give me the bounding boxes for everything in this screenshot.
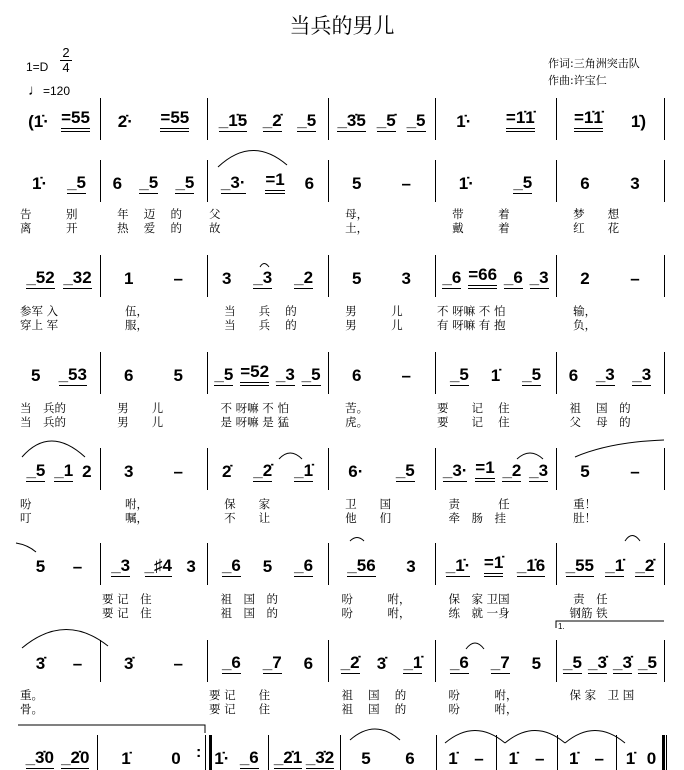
- note: 1̇: [508, 749, 518, 768]
- note: _3: [595, 365, 615, 384]
- slur: [575, 440, 664, 457]
- lyric-text: 父: [209, 207, 221, 221]
- note: 6: [112, 174, 123, 193]
- lyric-text: 练 就 一身: [437, 606, 510, 620]
- lyric-text: 故: [209, 221, 221, 235]
- note: _53: [58, 365, 87, 384]
- note: 6: [303, 654, 314, 673]
- lyric-text: 带 着: [437, 207, 510, 221]
- slur: [260, 264, 269, 268]
- slur: [22, 441, 85, 457]
- lyric-text: 不 呀嘛 不 怕: [209, 401, 289, 415]
- note: _3: [111, 556, 131, 575]
- note: =1̇: [484, 553, 503, 577]
- note: =1̇1̇: [506, 108, 535, 132]
- note: _3̇: [613, 653, 632, 672]
- note: –: [630, 462, 640, 481]
- lyric-text: 热 爱 的: [102, 221, 182, 235]
- tempo-value: =120: [43, 84, 71, 98]
- slur: [350, 538, 364, 542]
- lyric-text: 祖 国 的: [330, 702, 407, 716]
- note: _2̇0: [61, 748, 90, 767]
- note: _2̇: [635, 556, 655, 575]
- lyric-text: 苦。: [330, 401, 369, 415]
- lyric-text: 要 记 住: [102, 606, 152, 620]
- note: 6·: [348, 462, 364, 481]
- lyric-text: 责 任: [558, 592, 608, 606]
- note: 1̇·: [31, 174, 48, 193]
- note: 3: [406, 557, 416, 576]
- slur: [218, 150, 287, 167]
- lyric-text: 吩 咐，: [437, 702, 518, 716]
- note: 1̇: [121, 749, 131, 768]
- note: _3̇2: [305, 748, 335, 767]
- lyric-text: 输，: [558, 304, 597, 318]
- time-signature-bottom: 4: [62, 60, 70, 75]
- lyric-text: 卫 国: [330, 497, 392, 511]
- note: –: [535, 749, 545, 768]
- note: _1̇: [403, 653, 423, 672]
- lyric-text: 肚！: [558, 511, 597, 525]
- note: 5: [580, 462, 590, 481]
- note: 3: [630, 174, 640, 193]
- lyric-text: 吩 咐，: [330, 606, 411, 620]
- quarter-note-icon: ♩: [28, 82, 43, 99]
- composer-credit: 作曲:许宝仁: [548, 74, 607, 87]
- note: –: [401, 174, 411, 193]
- note: _6: [503, 268, 523, 287]
- note: 3: [401, 269, 411, 288]
- note: _6: [221, 653, 241, 672]
- note: _5: [406, 111, 426, 130]
- note: =55: [160, 108, 189, 132]
- lyric-text: 钢筋 铁: [558, 606, 608, 620]
- lyric-text: 重。: [20, 688, 43, 702]
- lyric-text: 虎。: [330, 415, 369, 429]
- note: _3̇: [588, 653, 607, 672]
- note: 3̇: [376, 654, 387, 673]
- note: _52: [26, 268, 55, 287]
- note: _2̇: [340, 653, 360, 672]
- slur: [16, 543, 36, 552]
- note: _5: [175, 173, 195, 192]
- note: _56: [347, 556, 376, 575]
- note: –: [173, 654, 183, 673]
- lyric-text: 责 任: [437, 497, 510, 511]
- lyric-text: 保 家 卫 国: [558, 688, 635, 702]
- note: _♯4: [144, 556, 172, 575]
- note: _3·: [220, 173, 246, 192]
- note: 2̇: [221, 462, 232, 481]
- lyric-text: 告 别: [20, 207, 78, 221]
- slur: [22, 629, 108, 648]
- note: 2: [82, 462, 92, 481]
- volta-bracket: [556, 621, 664, 628]
- note: _3: [275, 365, 295, 384]
- note: –: [594, 749, 604, 768]
- lyric-text: 土，: [330, 221, 369, 235]
- note: _6: [442, 268, 462, 287]
- lyric-text: 男 儿: [102, 415, 164, 429]
- lyric-text: 负，: [558, 318, 597, 332]
- note: =1: [475, 458, 494, 482]
- note: _1̇: [605, 556, 625, 575]
- note: _1̇: [294, 461, 314, 480]
- slur: [565, 731, 625, 744]
- lyric-text: 要 记 住: [437, 401, 510, 415]
- lyric-text: 要 记 住: [209, 702, 271, 716]
- lyric-text: 咐，: [102, 497, 148, 511]
- note: _3·: [442, 461, 468, 480]
- lyric-text: 祖 国 的: [558, 401, 631, 415]
- note: 0: [646, 749, 657, 768]
- lyric-text: 牵 肠 挂: [437, 511, 506, 525]
- lyric-text: 红 花: [558, 221, 620, 235]
- lyric-text: 保 家: [209, 497, 271, 511]
- note: _3̇0: [25, 748, 54, 767]
- note: _55: [565, 556, 594, 575]
- note: –: [173, 269, 183, 288]
- note: _6: [449, 653, 469, 672]
- note: _5̇: [376, 111, 396, 130]
- note: –: [173, 462, 183, 481]
- note: –: [72, 654, 83, 673]
- note: =55: [61, 108, 90, 132]
- note: _5: [563, 653, 582, 672]
- note: _5: [26, 461, 46, 480]
- slur: [517, 453, 543, 459]
- note: 6: [304, 174, 315, 193]
- volta-label: 1.: [558, 622, 565, 631]
- note: _2: [294, 268, 314, 287]
- lyric-text: 当 兵 的: [209, 304, 297, 318]
- note: _6: [221, 556, 241, 575]
- note: _5: [67, 173, 86, 192]
- slur: [350, 729, 400, 740]
- lyric-text: 吩 咐，: [437, 688, 518, 702]
- note: _7: [262, 653, 282, 672]
- note: 1̇: [625, 749, 636, 768]
- note: 5: [173, 366, 183, 385]
- note: 5: [352, 174, 362, 193]
- lyric-text: 男 儿: [330, 318, 403, 332]
- note: 5: [31, 366, 41, 385]
- note: _2̇: [253, 461, 273, 480]
- lyric-text: 吩 咐，: [330, 592, 411, 606]
- lyric-text: 祖 国 的: [209, 592, 278, 606]
- note: 2̇·: [117, 112, 133, 131]
- lyric-text: 骨。: [20, 702, 43, 716]
- note: _5: [513, 173, 533, 192]
- note: 1̇: [490, 366, 501, 385]
- note: (1̇·: [28, 112, 49, 131]
- volta-bracket: [18, 725, 205, 733]
- note: 3: [221, 269, 232, 288]
- lyric-text: 男 儿: [102, 401, 164, 415]
- note: 3: [124, 462, 134, 481]
- song-title: 当兵的男儿: [289, 14, 395, 38]
- note: _3̇5: [337, 111, 366, 130]
- lyric-text: 祖 国 的: [209, 606, 278, 620]
- note: 1: [124, 269, 134, 288]
- lyric-text: 有 呀嘛 有 抱: [437, 318, 506, 332]
- lyric-text: 叮: [20, 511, 32, 525]
- lyric-text: 保 家 卫国: [437, 592, 510, 606]
- lyric-text: 当 兵 的: [209, 318, 297, 332]
- note: =66: [468, 265, 497, 289]
- note: _2: [502, 461, 522, 480]
- lyric-text: 梦 想: [558, 207, 620, 221]
- note: _3: [253, 268, 273, 287]
- note: _3: [632, 365, 652, 384]
- note: _5: [638, 653, 657, 672]
- lyric-text: 穿上 军: [20, 318, 59, 332]
- note: _1̇6: [516, 556, 546, 575]
- lyric-text: 戴 着: [437, 221, 510, 235]
- slur: [445, 731, 505, 744]
- note: 5: [361, 749, 371, 768]
- lyric-text: 当 兵的: [20, 415, 66, 429]
- note: _5: [395, 461, 415, 480]
- lyric-text: 是 呀嘛 是 猛: [209, 415, 289, 429]
- note: _2̇: [262, 111, 282, 130]
- note: 1̇·: [458, 174, 474, 193]
- note: _5: [297, 111, 317, 130]
- note: _5: [301, 365, 321, 384]
- lyric-text: 服，: [102, 318, 148, 332]
- lyric-text: 要 记 住: [102, 592, 152, 606]
- lyric-text: 男 儿: [330, 304, 403, 318]
- note: –: [630, 269, 640, 288]
- note: 1̇: [569, 749, 579, 768]
- note: 6: [124, 366, 134, 385]
- lyric-text: 母，: [330, 207, 369, 221]
- note: 5: [531, 654, 542, 673]
- lyric-text: 他 们: [330, 511, 392, 525]
- note: 3̇: [35, 654, 46, 673]
- lyric-text: 不 让: [209, 511, 271, 525]
- lyric-text: 嘱，: [102, 511, 148, 525]
- lyricist-credit: 作词:三角洲突击队: [548, 57, 640, 70]
- note: 5: [35, 557, 46, 576]
- key-signature: 1=D: [26, 60, 49, 74]
- note: 5: [262, 557, 273, 576]
- slur: [279, 453, 302, 459]
- note: _5: [449, 365, 469, 384]
- note: _5: [214, 365, 234, 384]
- note: 3: [186, 557, 196, 576]
- note: _6: [294, 556, 314, 575]
- note: _2̇1: [273, 748, 303, 767]
- note: 3̇: [124, 654, 134, 673]
- lyric-text: 年 迈 的: [102, 207, 182, 221]
- note: _6: [239, 748, 259, 767]
- note: 6: [568, 366, 579, 385]
- slur: [466, 643, 484, 649]
- note: 6: [405, 749, 415, 768]
- note: –: [72, 557, 83, 576]
- lyric-text: 祖 国 的: [330, 688, 407, 702]
- lyric-text: 重！: [558, 497, 597, 511]
- slur: [625, 536, 640, 542]
- lyric-text: 要 记 住: [437, 415, 510, 429]
- note: 1̇: [448, 749, 458, 768]
- note: _5: [522, 365, 542, 384]
- note: _7: [490, 653, 510, 672]
- note: _3: [529, 461, 549, 480]
- note: 1̇): [630, 112, 646, 131]
- note: _32: [63, 268, 92, 287]
- lyric-text: 不 呀嘛 不 怕: [437, 304, 506, 318]
- note: 1̇·: [214, 749, 230, 768]
- lyric-text: 吩: [20, 497, 32, 511]
- note: _1̇5: [218, 111, 248, 130]
- note: _1: [54, 461, 74, 480]
- note: _5: [139, 173, 159, 192]
- repeat-end-dots: :: [196, 744, 202, 761]
- note: 6: [580, 174, 590, 193]
- note: 2: [580, 269, 590, 288]
- note: =1: [265, 170, 284, 194]
- note: 5: [352, 269, 362, 288]
- slur: [505, 731, 565, 744]
- note: _3: [529, 268, 549, 287]
- note: =52: [240, 362, 269, 386]
- lyric-text: 要 记 住: [209, 688, 271, 702]
- time-signature-top: 2: [60, 46, 72, 61]
- note: =1̇1̇: [574, 108, 603, 132]
- note: 1̇·: [456, 112, 472, 131]
- note: –: [401, 366, 411, 385]
- note: 6: [352, 366, 362, 385]
- lyric-text: 参军 入: [20, 304, 59, 318]
- lyric-text: 伍，: [102, 304, 148, 318]
- lyric-text: 离 开: [20, 221, 78, 235]
- note: –: [474, 749, 484, 768]
- note: _1̇·: [445, 556, 471, 575]
- lyric-text: 当 兵的: [20, 401, 66, 415]
- lyric-text: 父 母 的: [558, 415, 631, 429]
- note: 0: [171, 749, 181, 768]
